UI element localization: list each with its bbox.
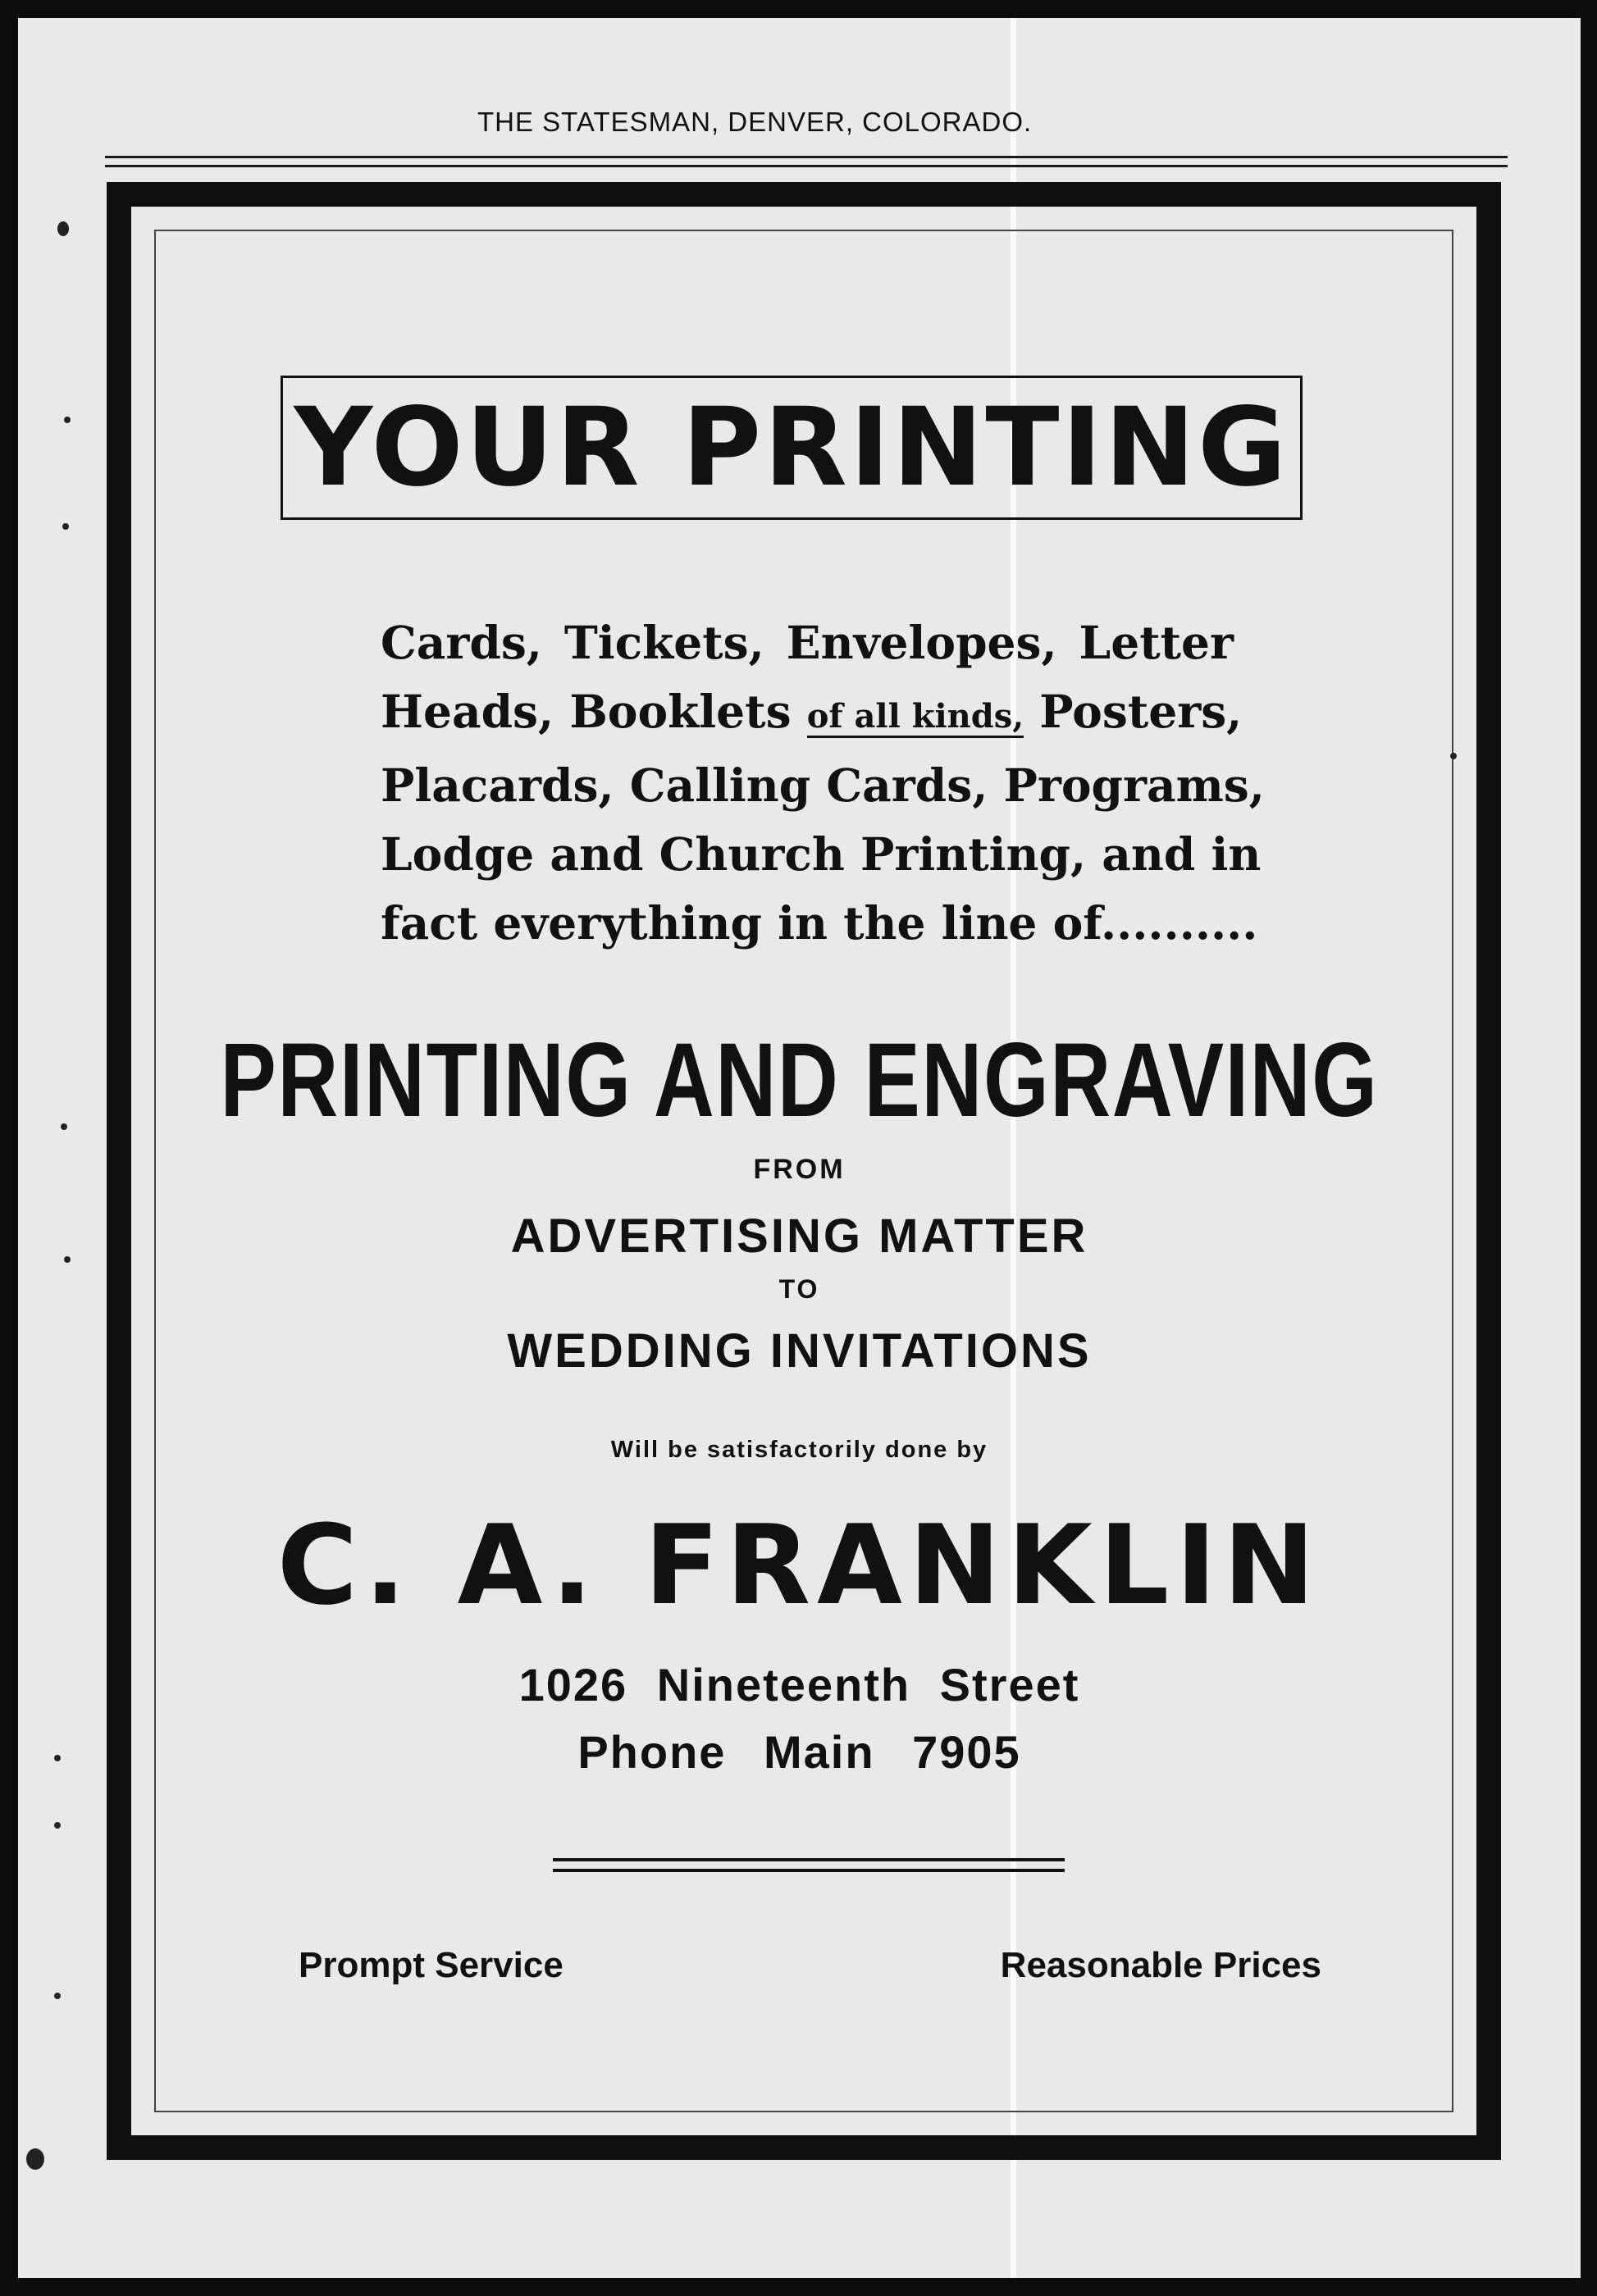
margin-speck bbox=[62, 523, 69, 530]
margin-speck bbox=[57, 221, 69, 236]
margin-speck bbox=[26, 2148, 44, 2170]
body-line-4 bbox=[381, 820, 1262, 889]
margin-speck bbox=[54, 1822, 61, 1829]
running-head: THE STATESMAN, DENVER, COLORADO. bbox=[477, 107, 1033, 137]
phone-number: Phone Main 7905 bbox=[577, 1726, 1021, 1778]
range-end: WEDDING INVITATIONS bbox=[507, 1324, 1092, 1378]
body-text: Heads, Booklets bbox=[381, 685, 807, 738]
body-line-3 bbox=[381, 751, 1265, 820]
body-line-1 bbox=[381, 608, 1234, 677]
footer-right: Reasonable Prices bbox=[1000, 1945, 1321, 1985]
divider-double-rule bbox=[553, 1858, 1065, 1872]
ad-content bbox=[18, 18, 1581, 2278]
body-text: fact everything in the line of.......... bbox=[381, 896, 1258, 950]
headline: PRINTING AND ENGRAVING bbox=[220, 1022, 1379, 1139]
to-label: TO bbox=[778, 1274, 820, 1304]
body-copy bbox=[381, 608, 1265, 958]
margin-speck bbox=[64, 1256, 71, 1263]
margin-speck bbox=[54, 1755, 61, 1761]
ad-title: YOUR PRINTING bbox=[294, 385, 1289, 511]
body-text: Cards, Tickets, Envelopes, Letter bbox=[381, 616, 1234, 669]
body-text: Lodge and Church Printing, and in bbox=[381, 827, 1262, 881]
range-start: ADVERTISING MATTER bbox=[510, 1210, 1088, 1263]
margin-speck bbox=[64, 417, 71, 423]
from-label: FROM bbox=[753, 1154, 846, 1185]
tagline: Will be satisfactorily done by bbox=[610, 1437, 988, 1463]
title-box bbox=[281, 376, 1303, 520]
footer-left: Prompt Service bbox=[299, 1945, 564, 1985]
body-text-underlined: of all kinds, bbox=[807, 697, 1024, 738]
body-text: Posters, bbox=[1024, 685, 1243, 738]
body-line-5 bbox=[381, 889, 1258, 958]
advertiser-name: C. A. FRANKLIN bbox=[276, 1501, 1322, 1629]
body-text: Placards, Calling Cards, Programs, bbox=[381, 758, 1265, 812]
body-line-2 bbox=[381, 677, 1243, 751]
margin-speck bbox=[1450, 753, 1457, 759]
newspaper-page bbox=[18, 18, 1581, 2278]
margin-speck bbox=[54, 1993, 61, 1999]
margin-speck bbox=[61, 1123, 67, 1130]
street-address: 1026 Nineteenth Street bbox=[518, 1659, 1080, 1711]
